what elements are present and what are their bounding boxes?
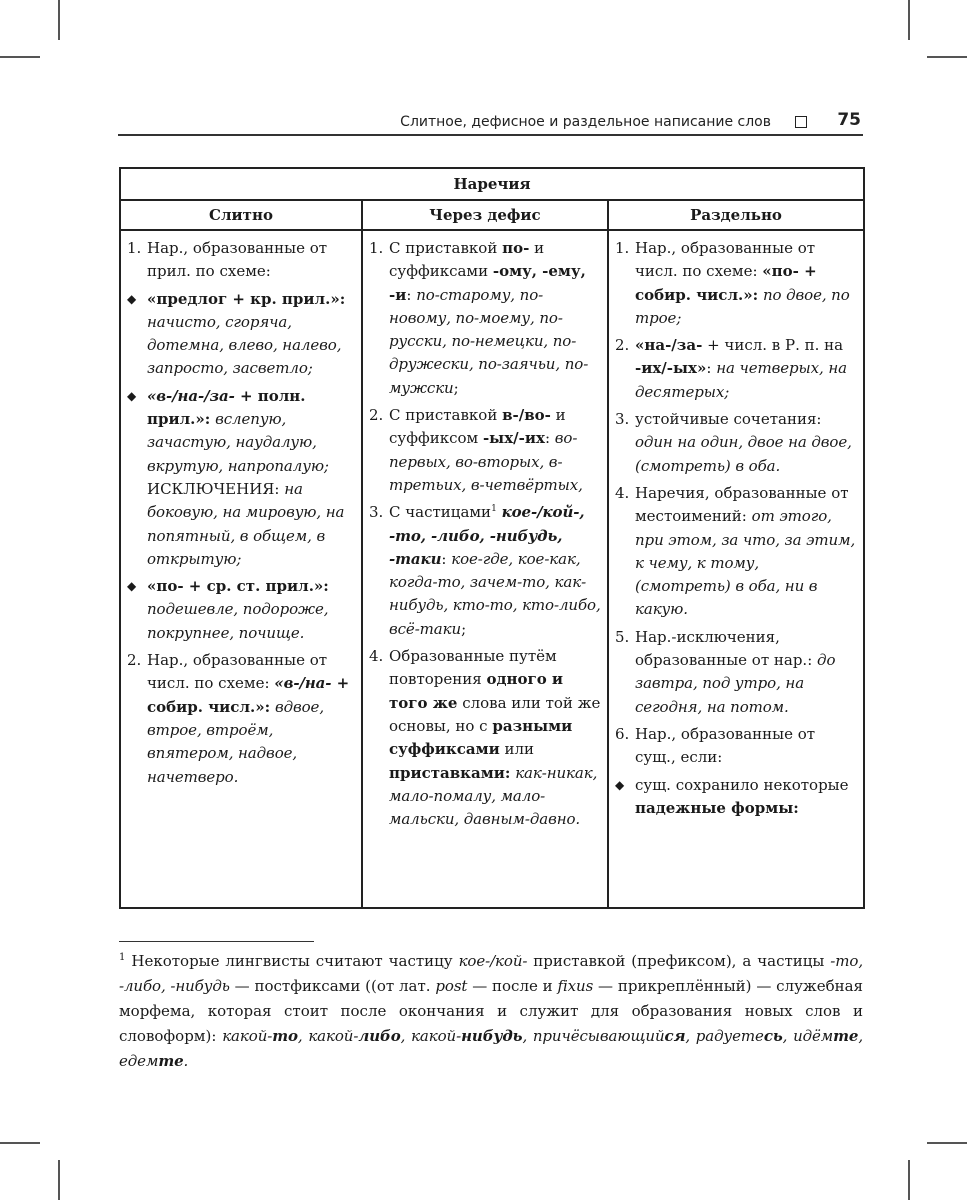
rule-scheme: «по- + собир. числ.»: (635, 262, 817, 304)
rule-text: : (441, 549, 447, 568)
rule-text: Нар., образованные от сущ., если: (635, 724, 816, 767)
rule-emphasis: одного и того же (389, 670, 564, 712)
rule-morpheme: -ому, -ему, -и (389, 262, 586, 304)
footnote-example (119, 1027, 863, 1070)
examples: от этого, при этом, за что, за этим, к чему, к тому, (смотреть) в оба, ни в какую. (635, 507, 856, 619)
example-stem: причёсывающий (532, 1027, 665, 1045)
rule-text: слова или той же основы, но с (389, 693, 601, 735)
rule-morpheme: в-/во- (502, 406, 551, 425)
examples: по-старому, по-новому, по-моему, по-русски, по-немецки, по-дружески, по-заячьи, по-мужски (389, 285, 589, 397)
footnote-text: приставкой (префиксом), а частицы (527, 952, 831, 970)
crop-mark (0, 56, 40, 58)
column-solid (120, 230, 362, 908)
rule-item (369, 645, 603, 831)
examples: вслепую, зачастую, наудалую, вкрутую, напропалую; (147, 410, 329, 475)
rule-text: + числ. в Р. п. на (702, 336, 844, 355)
rule-item (615, 237, 859, 330)
rule-scheme: + полн. прил.»: (147, 386, 306, 429)
punctuation: , (685, 1027, 696, 1045)
rule-scheme: «в-/на-/за- (147, 386, 235, 405)
square-icon (795, 116, 807, 128)
examples: до завтра, под утро, на сегодня, на потом. (635, 651, 836, 716)
item-number: 4. (369, 647, 384, 666)
item-number: 3. (369, 503, 384, 522)
diamond-bullet-icon: ◆ (127, 291, 137, 306)
rule-text: или (499, 740, 535, 759)
rule-text: Наречия, образованные от местоимений: (635, 483, 849, 526)
rule-text: Нар., образованные от числ. по схеме: (147, 651, 328, 693)
rule-text: Образованные путём повторения (389, 647, 557, 689)
crop-mark (58, 0, 60, 40)
column-header: Через дефис (362, 200, 608, 230)
rule-item (369, 501, 603, 641)
footnote-mark: 1 (119, 952, 126, 963)
column-header: Слитно (120, 200, 362, 230)
footnote-text: — постфиксами ((от лат. (229, 977, 436, 995)
crop-mark (0, 1142, 40, 1144)
bullet-item (127, 575, 357, 645)
footnote (119, 949, 863, 1074)
examples: по двое, по трое; (635, 285, 850, 327)
examples: подешевле, подороже, покрупнее, почище. (147, 600, 329, 642)
rule-text: : (706, 359, 712, 378)
table-caption: Наречия (120, 168, 864, 200)
item-number: 4. (615, 483, 630, 502)
column-separate (608, 230, 864, 908)
rule-item (369, 404, 603, 497)
rule-text: С приставкой (389, 239, 503, 257)
rule-item (615, 626, 859, 719)
rule-item (615, 408, 859, 478)
rule-item (615, 334, 859, 404)
crop-mark (927, 1142, 967, 1144)
examples: во-первых, во-вторых, в-третьих, в-четвёртых, (389, 429, 583, 494)
examples: вдвое, втрое, втроём, впятером, надвое, начетверо. (147, 697, 324, 786)
footnote-term: fixus (557, 977, 594, 995)
rule-emphasis: приставками: (389, 763, 511, 782)
rule-text: устойчивые сочетания: (635, 410, 822, 429)
page-number: 75 (837, 110, 861, 130)
rule-morpheme: -ых/-их (482, 429, 545, 448)
example-affix: те (158, 1052, 184, 1070)
bullet-item (127, 385, 357, 571)
item-number: 2. (369, 406, 384, 425)
example-stem: какой- (308, 1027, 359, 1045)
footnote-ref[interactable]: 1 (491, 504, 497, 515)
footnote-term: кое-/кой- (458, 952, 528, 970)
adverbs-table (119, 167, 865, 909)
rule-text: Нар.-исключения, образованные от нар.: (635, 627, 813, 670)
rule-scheme: «в-/на- (274, 674, 332, 693)
bullet-item (127, 288, 357, 381)
rule-scheme: «по- + ср. ст. прил.»: (147, 577, 329, 596)
example-stem: какой- (222, 1027, 273, 1045)
punctuation: , (400, 1027, 412, 1045)
running-head-title: Слитное, дефисное и раздельное написание слов (400, 114, 771, 130)
punctuation: . (183, 1052, 189, 1070)
examples: кое-где, кое-как, когда-то, зачем-то, как-нибудь, кто-то, кто-либо, всё-таки (389, 549, 601, 638)
item-number: 2. (615, 336, 630, 355)
exceptions-label: ИСКЛЮЧЕНИЯ: (147, 479, 280, 498)
item-number: 1. (127, 239, 142, 257)
examples: начисто, сгоряча, дотемна, влево, налево, запросто, засветло; (147, 312, 342, 378)
crop-mark (908, 0, 910, 40)
example-affix: то (272, 1027, 298, 1045)
diamond-bullet-icon: ◆ (127, 388, 137, 403)
rule-emphasis: падежные формы: (635, 798, 799, 817)
punctuation: , (297, 1027, 309, 1045)
examples: как-никак, мало-помалу, мало-мальски, давным-давно. (389, 763, 598, 829)
examples: на боковую, на мировую, на попятный, в общем, в открытую; (147, 479, 345, 568)
item-number: 6. (615, 724, 630, 743)
rule-text: С приставкой (389, 406, 503, 425)
rule-item (127, 649, 357, 789)
rule-item (369, 237, 603, 400)
example-stem: радуете (695, 1027, 764, 1045)
crop-mark (908, 1160, 910, 1200)
rule-morpheme: кое-/кой-, -то, -либо, -нибудь, -таки (389, 503, 585, 568)
rule-text: С частицами (389, 503, 492, 522)
rule-scheme: «предлог + кр. прил.»: (147, 289, 346, 308)
example-affix: те (833, 1027, 859, 1045)
rule-item (127, 237, 357, 284)
example-affix: сь (763, 1027, 783, 1045)
example-affix: либо (358, 1027, 401, 1045)
rule-scheme: + собир. числ.»: (147, 674, 350, 716)
rule-morpheme: по- (502, 239, 530, 257)
footnote-term: -то, -либо, -нибудь (119, 952, 863, 995)
rule-emphasis: разными суффиксами (389, 716, 573, 759)
punctuation: , (782, 1027, 794, 1045)
example-stem: едем (119, 1052, 159, 1070)
rule-text: Нар., образованные от прил. по схеме: (147, 239, 328, 281)
rule-item (615, 482, 859, 622)
diamond-bullet-icon: ◆ (615, 777, 625, 792)
item-number: 1. (615, 239, 630, 257)
rule-morpheme: -их/-ых» (635, 359, 707, 378)
examples: на четверых, на десятерых; (635, 359, 847, 401)
punctuation: , (522, 1027, 533, 1045)
example-stem: идём (793, 1027, 834, 1045)
crop-mark (927, 56, 967, 58)
punctuation: ; (453, 378, 459, 397)
rule-text: и суффиксом (389, 406, 566, 448)
rule-text: : (544, 429, 550, 448)
punctuation: ; (461, 619, 467, 638)
footnote-term: post (435, 977, 468, 995)
column-header: Раздельно (608, 200, 864, 230)
item-number: 5. (615, 627, 630, 646)
example-affix: ся (664, 1027, 686, 1045)
running-head (118, 108, 863, 136)
item-number: 2. (127, 651, 142, 670)
bullet-item (615, 774, 859, 821)
item-number: 3. (615, 410, 630, 429)
punctuation: , (858, 1027, 864, 1045)
example-affix: нибудь (461, 1027, 523, 1045)
rule-text: Нар., образованные от числ. по схеме: (635, 239, 816, 281)
rule-text: сущ. сохранило некоторые (635, 775, 849, 794)
footnote-text: Некоторые лингвисты считают частицу (131, 952, 459, 970)
diamond-bullet-icon: ◆ (127, 579, 137, 594)
example-stem: какой- (411, 1027, 462, 1045)
rule-text: и суффиксами (389, 239, 545, 281)
rule-text: : (406, 285, 412, 304)
item-number: 1. (369, 239, 384, 257)
rule-scheme: «на-/за- (635, 336, 703, 355)
examples: один на один, двое на двое, (смотреть) в оба. (635, 433, 852, 475)
crop-mark (58, 1160, 60, 1200)
footnote-text: — после и (467, 977, 558, 995)
footnote-text: — прикреплённый) — служебная морфема, которая стоит после окончания и служит для образования новых слов и словоформ): (119, 977, 864, 1045)
footnote-divider (119, 941, 314, 942)
column-hyphen (362, 230, 608, 908)
rule-item (615, 723, 859, 770)
